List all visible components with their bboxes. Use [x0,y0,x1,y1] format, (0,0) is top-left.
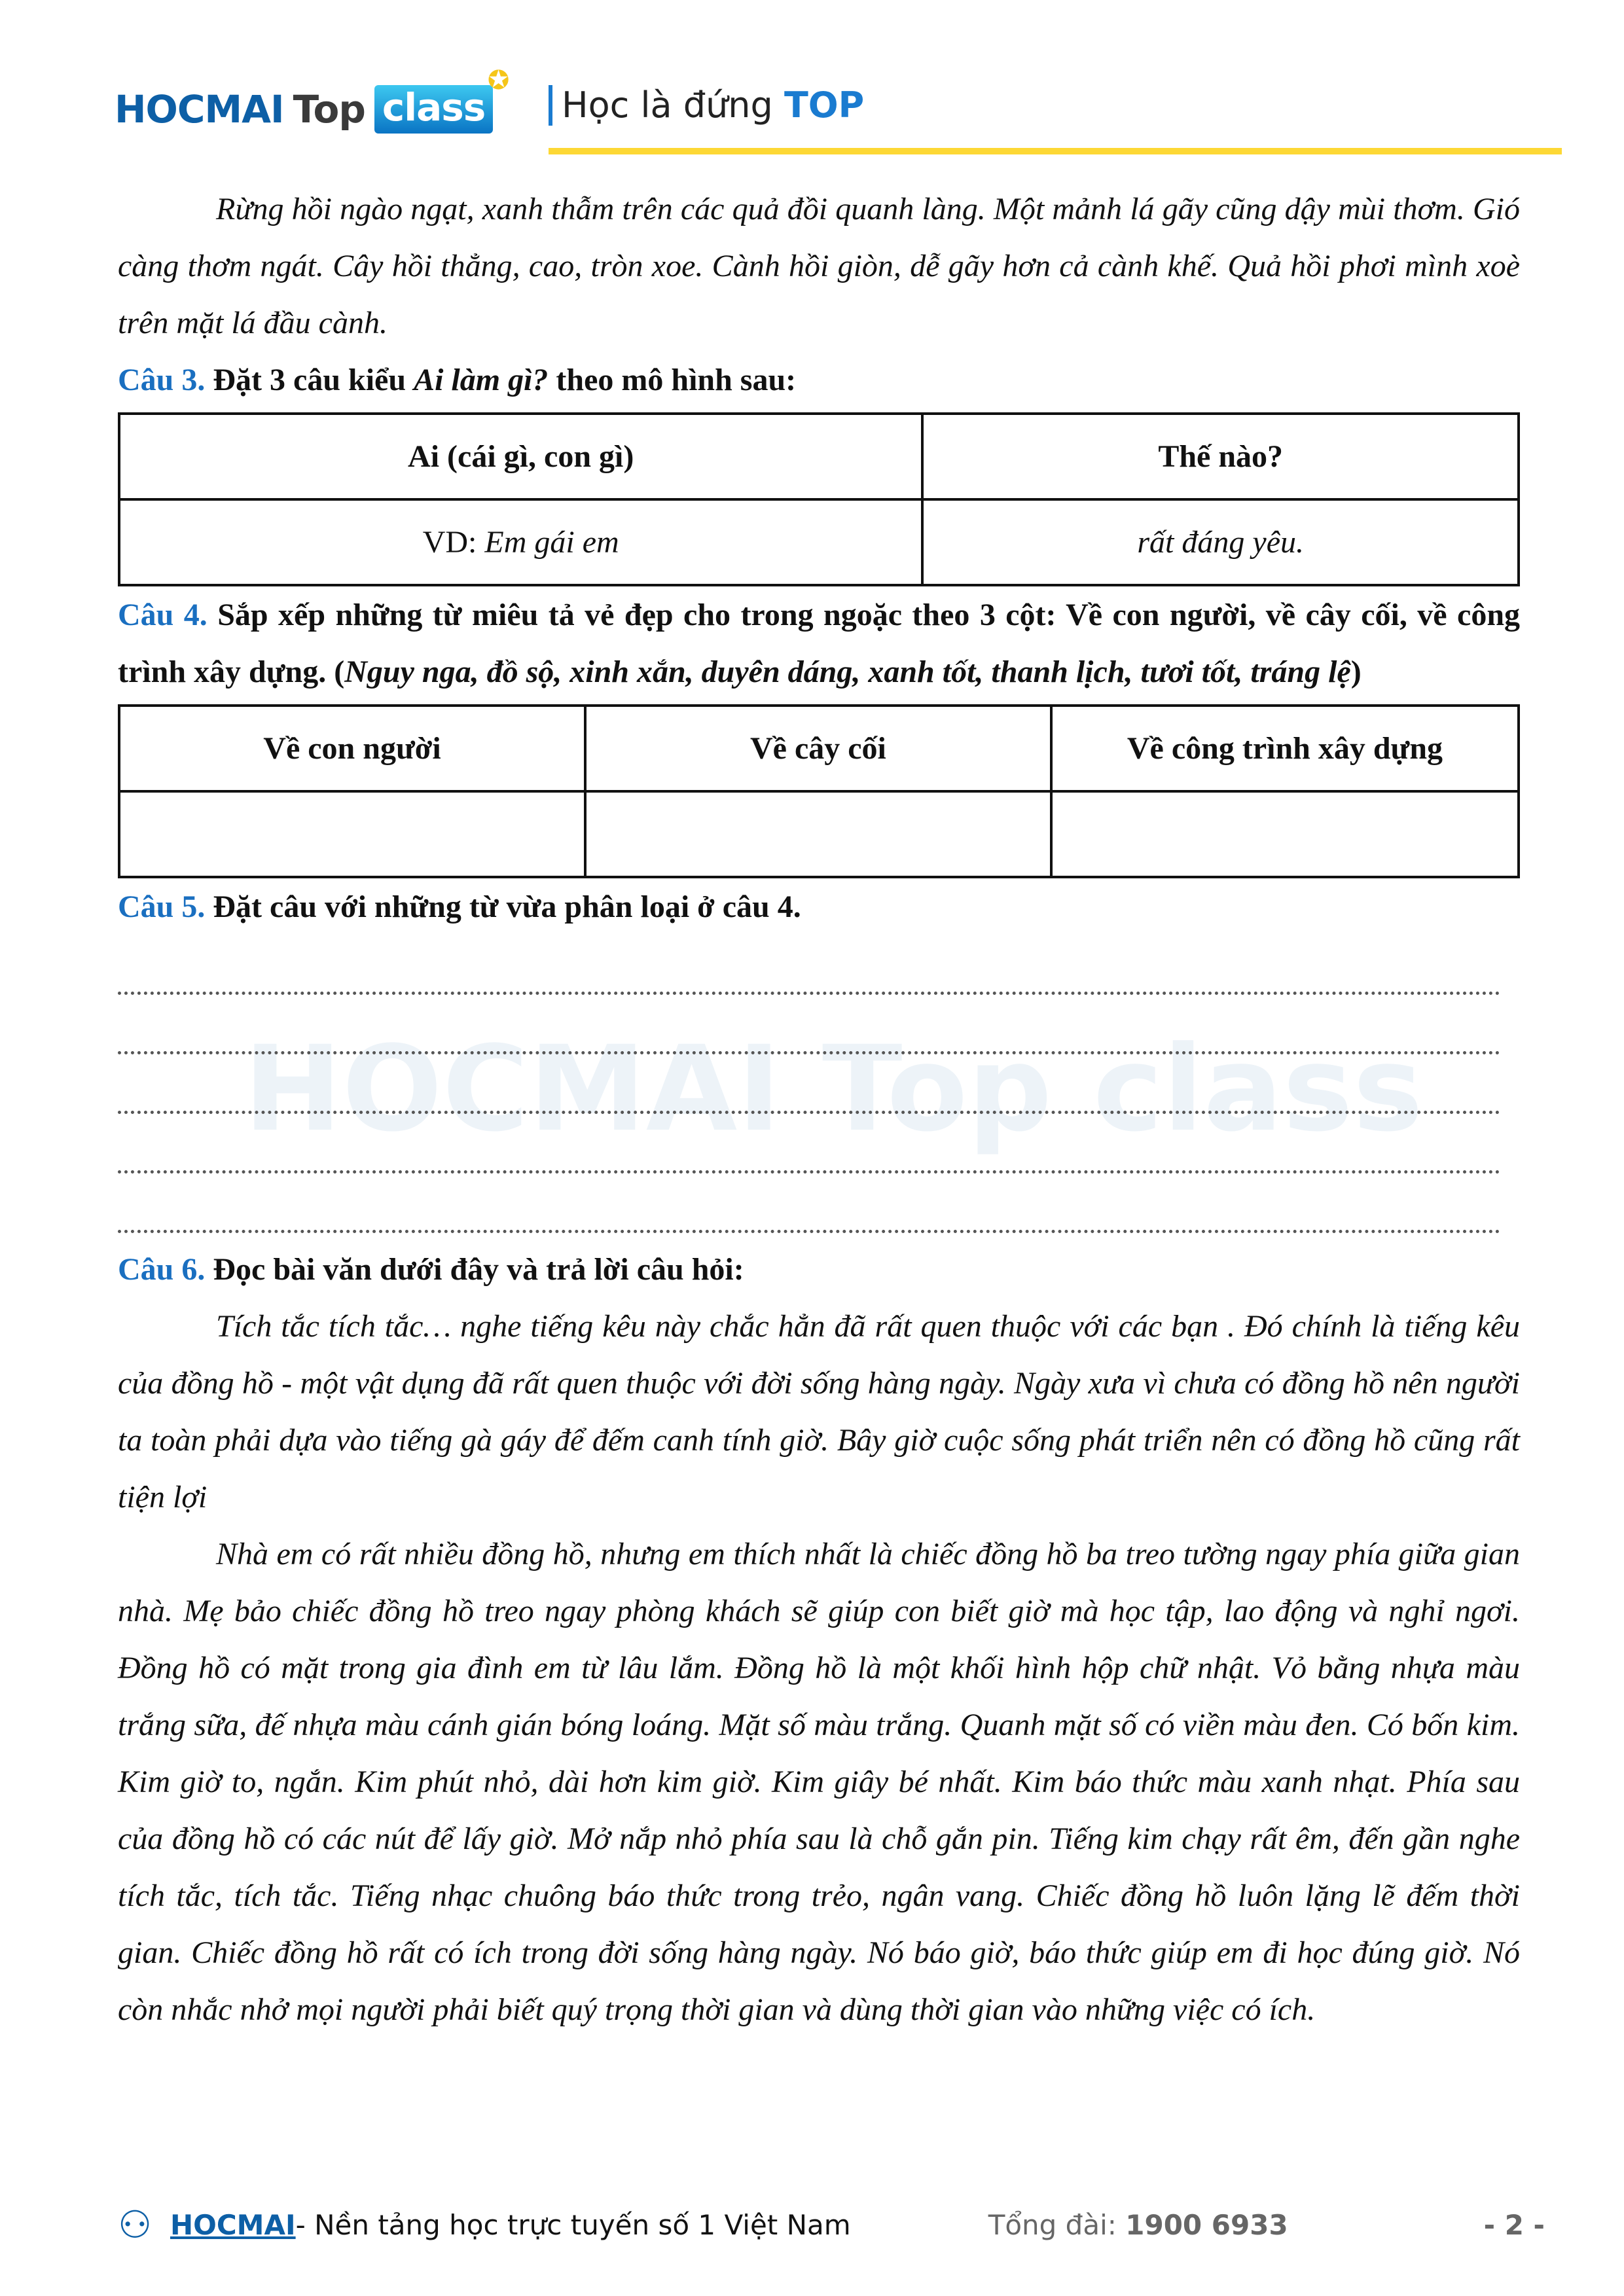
star-icon: ✪ [487,65,509,96]
answer-line[interactable] [118,935,1500,995]
question-text: Đặt câu với những từ vừa phân loại ở câu 4. [213,889,801,924]
slogan [549,85,864,126]
example-prefix: VD: [422,525,485,560]
question-italic: Ai làm gì? [414,363,549,397]
example-predicate: rất đáng yêu. [1137,525,1304,560]
header-cell: Về công trình xây dựng [1051,706,1519,791]
footer-brand-link[interactable]: HOCMAI [170,2208,296,2241]
question-4 [118,586,1520,700]
answer-line[interactable] [118,1174,1500,1233]
logo-top: Top [293,87,365,132]
answer-cell[interactable] [585,791,1051,877]
answer-cell[interactable] [119,791,585,877]
question-5 [118,878,1520,935]
question-number: Câu 3. [118,363,206,397]
question-text: Sắp xếp những từ miêu tả vẻ đẹp cho trong ngoặc theo 3 cột: Về con người, về cây cối, về công trình xây dựng. ( [118,598,1521,689]
answer-cell[interactable] [1051,791,1519,877]
question-text: Đặt 3 câu kiểu [213,363,414,397]
watermark: HOCMAI Top class [244,1021,1424,1158]
logo-class-text: class [382,85,486,130]
header-divider [549,148,1562,154]
logo-hocmai: HOCMAI [115,87,284,132]
content [118,181,1520,2038]
footer [118,2202,1545,2247]
question-number: Câu 5. [118,889,206,924]
logo-class [374,65,509,134]
example-subject-cell [119,499,922,585]
passage-paragraph-1: Tích tắc tích tắc… nghe tiếng kêu này chắc hẳn đã rất quen thuộc với các bạn . Đó chính là tiếng kêu của đồng hồ - một vật dụng đã rất quen thuộc với đời sống hàng ngày. Ngày xưa vì chưa có đồng hồ nên người ta toàn phải dựa vào tiếng gà gáy để đếm canh tính giờ. Bây giờ cuộc sống phát triển nên có đồng hồ cũng rất tiện lợi [118,1309,1520,1515]
header-cell: Về cây cối [585,706,1051,791]
question-6 [118,1241,1520,1298]
passage-paragraph-2: Nhà em có rất nhiều đồng hồ, nhưng em thích nhất là chiếc đồng hồ ba treo tường ngay phía giữa gian nhà. Mẹ bảo chiếc đồng hồ treo ngay phòng khách sẽ giúp con biết giờ mà học tập, lao động và nghỉ ngơi. Đồng hồ có mặt trong gia đình em từ lâu lắm. Đồng hồ là một khối hình hộp chữ nhật. Vỏ bằng nhựa màu trắng sữa, đế nhựa màu cánh gián bóng loáng. Mặt số màu trắng. Quanh mặt số có viền màu đen. Có bốn kim. Kim giờ to, ngắn. Kim phút nhỏ, dài hơn kim giờ. Kim giây bé nhất. Kim báo thức màu xanh nhạt. Phía sau của đồng hồ có các nút để lấy giờ. Mở nắp nhỏ phía sau là chỗ gắn pin. Tiếng kim chạy rất êm, đến gần nghe tích tắc, tích tắc. Tiếng nhạc chuông báo thức trong trẻo, ngân vang. Chiếc đồng hồ luôn lặng lẽ đếm thời gian. Chiếc đồng hồ rất có ích trong đời sống hàng ngày. Nó báo giờ, báo thức giúp em đi học đúng giờ. Nó còn nhắc nhở mọi người phải biết quý trọng thời gian và dùng thời gian vào những việc có ích. [118,1537,1520,2027]
intro-paragraph: Rừng hồi ngào ngạt, xanh thẫm trên các quả đồi quanh làng. Một mảnh lá gãy cũng dậy mùi thơm. Gió càng thơm ngát. Cây hồi thẳng, cao, tròn xoe. Cành hồi giòn, dễ gãy hơn cả cành khế. Quả hồi phơi mình xoè trên mặt lá đầu cành. [118,192,1520,340]
question-number: Câu 6. [118,1252,206,1287]
answer-line[interactable] [118,995,1500,1054]
question-text: Đọc bài văn dưới đây và trả lời câu hỏi: [213,1252,744,1287]
slogan-top: TOP [784,84,865,126]
header-cell: Thế nào? [922,414,1519,499]
hocmai-figure-icon: ⚇ [118,2202,152,2247]
header-cell: Ai (cái gì, con gì) [119,414,922,499]
q3-table [118,412,1520,586]
answer-lines [118,935,1520,1233]
hotline-number: 1900 6933 [1125,2208,1288,2241]
example-subject: Em gái em [484,525,619,560]
footer-tagline: - Nền tảng học trực tuyến số 1 Việt Nam [295,2208,851,2241]
hotline [988,2209,1288,2241]
close-paren: ) [1350,655,1362,689]
slogan-text: Học là đứng [562,84,773,126]
page-number: - 2 - [1483,2208,1545,2241]
question-text-end: theo mô hình sau: [548,363,797,397]
answer-line[interactable] [118,1054,1500,1114]
hotline-label: Tổng đài: [988,2208,1126,2241]
question-number: Câu 4. [118,598,208,632]
hocmai-topclass-logo [115,65,509,134]
word-list: Nguy nga, đồ sộ, xinh xắn, duyên dáng, xanh tốt, thanh lịch, tươi tốt, tráng lệ [344,655,1351,689]
question-3 [118,351,1520,408]
example-predicate-cell [922,499,1519,585]
q4-table [118,704,1520,878]
header-cell: Về con người [119,706,585,791]
answer-line[interactable] [118,1114,1500,1174]
